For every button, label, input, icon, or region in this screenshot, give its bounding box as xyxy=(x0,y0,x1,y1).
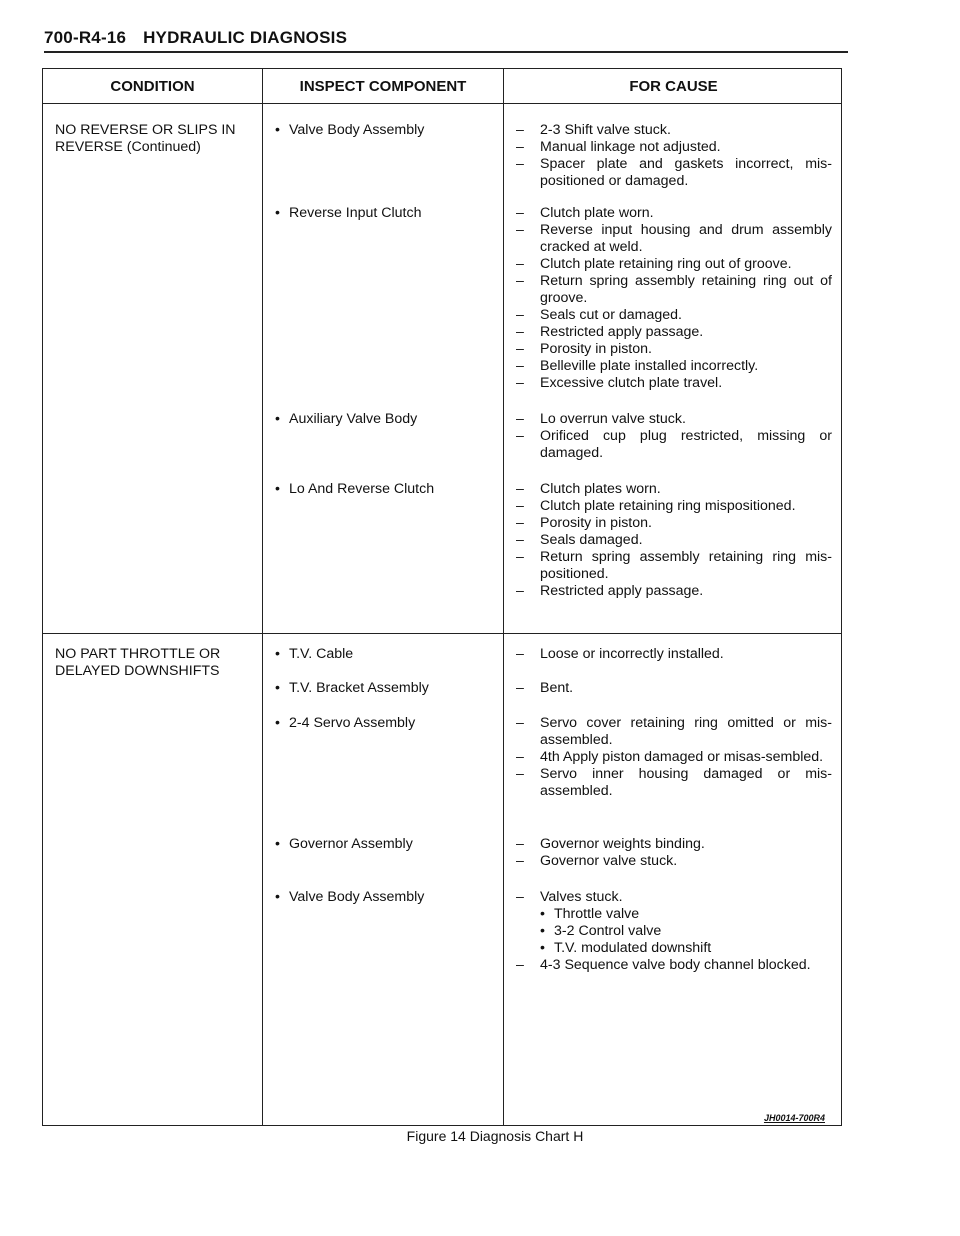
cause-item xyxy=(516,256,832,273)
component-label: Lo And Reverse Clutch xyxy=(289,481,435,497)
dash-icon: – xyxy=(516,957,524,973)
cause-list xyxy=(516,481,832,600)
dash-icon: – xyxy=(516,836,524,852)
dash-icon: – xyxy=(516,324,524,340)
cause-text: Restricted apply passage. xyxy=(540,583,704,599)
subcause-item xyxy=(516,906,832,923)
column-header-condition: CONDITION xyxy=(110,78,195,95)
dash-icon: – xyxy=(516,273,524,289)
subcause-item xyxy=(516,923,832,940)
cause-item xyxy=(516,139,832,156)
diagnosis-chart xyxy=(42,68,842,1126)
bullet-icon: • xyxy=(275,205,280,221)
dash-icon: – xyxy=(516,256,524,272)
component-label: Valve Body Assembly xyxy=(289,889,425,905)
column-header-for-cause: FOR CAUSE xyxy=(629,78,718,95)
cause-item xyxy=(516,411,832,428)
bullet-icon: • xyxy=(275,836,280,852)
cause-item xyxy=(516,715,832,749)
cause-item xyxy=(516,515,832,532)
bullet-icon: • xyxy=(275,715,280,731)
cause-text: Servo inner housing damaged or mis-assembled. xyxy=(540,766,832,799)
cause-item xyxy=(516,205,832,222)
cause-item xyxy=(516,498,832,515)
cause-item xyxy=(516,836,832,853)
cause-item xyxy=(516,122,832,139)
cause-item xyxy=(516,957,832,974)
cause-item xyxy=(516,307,832,324)
cause-list xyxy=(516,715,832,800)
dash-icon: – xyxy=(516,358,524,374)
dash-icon: – xyxy=(516,139,524,155)
cause-text: Valves stuck. xyxy=(540,889,623,905)
bullet-icon: • xyxy=(540,923,545,939)
cause-text: Seals cut or damaged. xyxy=(540,307,682,323)
cause-text: Clutch plate retaining ring out of groove. xyxy=(540,256,792,272)
dash-icon: – xyxy=(516,205,524,221)
condition-cell: NO REVERSE OR SLIPS IN REVERSE (Continued) xyxy=(55,122,236,155)
cause-list xyxy=(516,889,832,974)
dash-icon: – xyxy=(516,122,524,138)
column-divider xyxy=(503,69,504,1125)
dash-icon: – xyxy=(516,428,524,444)
bullet-icon: • xyxy=(275,481,280,497)
dash-icon: – xyxy=(516,156,524,172)
cause-text: Servo cover retaining ring omitted or mis-assembled. xyxy=(540,715,832,748)
cause-text: Governor weights binding. xyxy=(540,836,705,852)
dash-icon: – xyxy=(516,341,524,357)
component-label: T.V. Bracket Assembly xyxy=(289,680,429,696)
dash-icon: – xyxy=(516,549,524,565)
dash-icon: – xyxy=(516,715,524,731)
cause-text: Porosity in piston. xyxy=(540,515,652,531)
cause-item xyxy=(516,222,832,256)
dash-icon: – xyxy=(516,515,524,531)
cause-text: Belleville plate installed incorrectly. xyxy=(540,358,759,374)
cause-list xyxy=(516,205,832,392)
bullet-icon: • xyxy=(275,646,280,662)
column-divider xyxy=(262,69,263,1125)
cause-item xyxy=(516,324,832,341)
dash-icon: – xyxy=(516,766,524,782)
subcause-text: T.V. modulated downshift xyxy=(554,940,712,956)
bullet-icon: • xyxy=(275,122,280,138)
component-cell xyxy=(275,205,499,222)
component-cell xyxy=(275,836,499,853)
component-cell xyxy=(275,646,499,663)
component-cell xyxy=(275,122,499,139)
figure-id: JH0014-700R4 xyxy=(763,1113,825,1123)
component-cell xyxy=(275,680,499,697)
cause-text: Restricted apply passage. xyxy=(540,324,704,340)
cause-item xyxy=(516,889,832,906)
cause-item xyxy=(516,766,832,800)
cause-list xyxy=(516,646,832,663)
column-header-inspect-component: INSPECT COMPONENT xyxy=(299,78,467,95)
cause-item xyxy=(516,646,832,663)
page-code: 700-R4-16 xyxy=(44,28,127,47)
bullet-icon: • xyxy=(275,411,280,427)
cause-item xyxy=(516,749,832,766)
dash-icon: – xyxy=(516,749,524,765)
bullet-icon: • xyxy=(275,680,280,696)
dash-icon: – xyxy=(516,583,524,599)
cause-item xyxy=(516,358,832,375)
dash-icon: – xyxy=(516,889,524,905)
component-cell xyxy=(275,481,499,498)
cause-text: Reverse input housing and drum assembly cracked at weld. xyxy=(540,222,832,255)
dash-icon: – xyxy=(516,481,524,497)
cause-text: Clutch plates worn. xyxy=(540,481,661,497)
cause-item xyxy=(516,532,832,549)
cause-text: Governor valve stuck. xyxy=(540,853,678,869)
cause-text: Return spring assembly retaining ring mis-positioned. xyxy=(540,549,832,582)
cause-text: Spacer plate and gaskets incorrect, mis-positioned or damaged. xyxy=(540,156,832,189)
component-label: T.V. Cable xyxy=(289,646,354,662)
component-label: 2-4 Servo Assembly xyxy=(289,715,416,731)
cause-item xyxy=(516,428,832,462)
cause-text: Return spring assembly retaining ring out of groove. xyxy=(540,273,832,306)
cause-item xyxy=(516,273,832,307)
cause-text: 2-3 Shift valve stuck. xyxy=(540,122,671,138)
cause-list xyxy=(516,836,832,870)
dash-icon: – xyxy=(516,853,524,869)
component-cell xyxy=(275,715,499,732)
component-cell xyxy=(275,889,499,906)
page-header xyxy=(44,28,848,53)
section-divider xyxy=(43,633,841,634)
cause-list xyxy=(516,122,832,190)
condition-cell: NO PART THROTTLE OR DELAYED DOWNSHIFTS xyxy=(55,646,221,679)
dash-icon: – xyxy=(516,411,524,427)
bullet-icon: • xyxy=(540,940,545,956)
cause-item xyxy=(516,375,832,392)
component-label: Reverse Input Clutch xyxy=(289,205,422,221)
cause-text: Clutch plate retaining ring mispositioned. xyxy=(540,498,796,514)
figure-caption: Figure 14 Diagnosis Chart H xyxy=(406,1128,584,1144)
cause-item xyxy=(516,680,832,697)
bullet-icon: • xyxy=(275,889,280,905)
component-label: Valve Body Assembly xyxy=(289,122,425,138)
subcause-text: 3-2 Control valve xyxy=(554,923,662,939)
cause-item xyxy=(516,341,832,358)
cause-text: Manual linkage not adjusted. xyxy=(540,139,721,155)
cause-text: Seals damaged. xyxy=(540,532,643,548)
component-cell xyxy=(275,411,499,428)
cause-item xyxy=(516,853,832,870)
subcause-item xyxy=(516,940,832,957)
dash-icon: – xyxy=(516,498,524,514)
cause-text: Porosity in piston. xyxy=(540,341,652,357)
cause-item xyxy=(516,156,832,190)
cause-list xyxy=(516,411,832,462)
bullet-icon: • xyxy=(540,906,545,922)
dash-icon: – xyxy=(516,375,524,391)
cause-text: Lo overrun valve stuck. xyxy=(540,411,686,427)
cause-list xyxy=(516,680,832,697)
dash-icon: – xyxy=(516,222,524,238)
component-label: Governor Assembly xyxy=(289,836,413,852)
dash-icon: – xyxy=(516,307,524,323)
subcause-text: Throttle valve xyxy=(554,906,640,922)
cause-text: 4th Apply piston damaged or misas-sembled. xyxy=(540,749,824,765)
cause-text: Excessive clutch plate travel. xyxy=(540,375,723,391)
cause-text: Orificed cup plug restricted, missing or damaged. xyxy=(540,428,832,461)
cause-text: Clutch plate worn. xyxy=(540,205,654,221)
cause-item xyxy=(516,583,832,600)
dash-icon: – xyxy=(516,680,524,696)
component-label: Auxiliary Valve Body xyxy=(289,411,418,427)
cause-text: Bent. xyxy=(540,680,574,696)
cause-item xyxy=(516,481,832,498)
cause-text: 4-3 Sequence valve body channel blocked. xyxy=(540,957,811,973)
cause-text: Loose or incorrectly installed. xyxy=(540,646,724,662)
dash-icon: – xyxy=(516,532,524,548)
dash-icon: – xyxy=(516,646,524,662)
header-divider xyxy=(43,103,841,104)
page-title: HYDRAULIC DIAGNOSIS xyxy=(143,28,348,47)
cause-item xyxy=(516,549,832,583)
